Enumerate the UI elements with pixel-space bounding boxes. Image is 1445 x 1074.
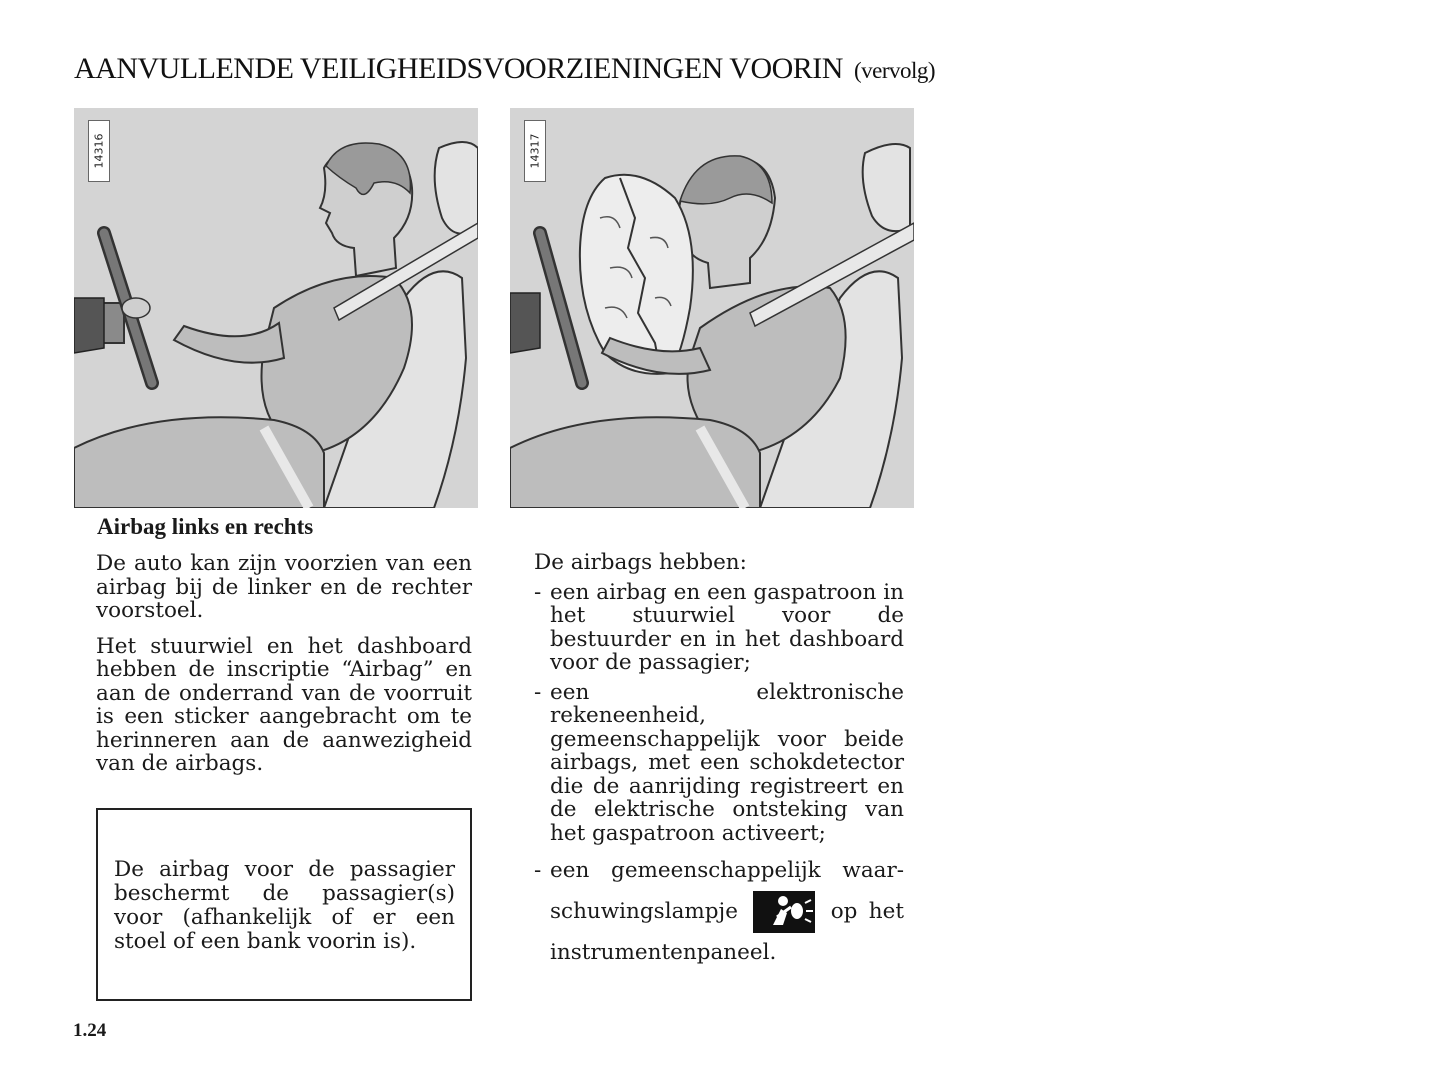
title-main: AANVULLENDE VEILIGHEIDSVOORZIENINGEN VOORIN	[74, 52, 843, 85]
illustration-driver-seated	[74, 108, 478, 508]
paragraph: Het stuurwiel en het dashboard hebben de inscriptie “Airbag” en aan de onderrand van de voorruit is een sticker aangebracht om te herinneren aan de aanwezigheid van de airbags.	[96, 633, 472, 776]
title-subtitle: (vervolg)	[853, 58, 936, 83]
right-body-text	[534, 551, 904, 979]
figure-number: 14317	[524, 120, 546, 182]
page-number: 1.24	[73, 1020, 107, 1041]
paragraph: De auto kan zijn voorzien van een airbag bij de linker en de rechter voorstoel.	[96, 551, 472, 623]
warning-text: De airbag voor de passagier beschermt de passagier(s) voor (afhankelijk of er een stoel of een bank voorin is).	[114, 857, 455, 954]
page-title	[74, 52, 935, 86]
left-body-text	[96, 552, 472, 776]
list-item: - een airbag en een gaspatroon in het stuurwiel voor de bestuurder en in het dashboard voor de passagier;	[534, 581, 904, 675]
warning-box	[96, 808, 472, 1001]
section-heading: Airbag links en rechts	[97, 514, 314, 539]
airbag-warning-icon	[753, 891, 815, 933]
airbag-components-list	[534, 581, 904, 974]
figure-number: 14316	[88, 120, 110, 182]
list-intro: De airbags hebben:	[534, 550, 747, 575]
list-item: - een gemeenschappelijk waarschuwingslampje op het instrumentenpaneel.	[534, 851, 904, 973]
list-item: - een elektronische rekeneenheid, gemeenschappelijk voor beide airbags, met een schokdetector die de aanrijding registreert en de elektrische ontsteking van het gaspatroon activeert;	[534, 681, 904, 846]
illustration-airbag-deployed	[510, 108, 914, 508]
